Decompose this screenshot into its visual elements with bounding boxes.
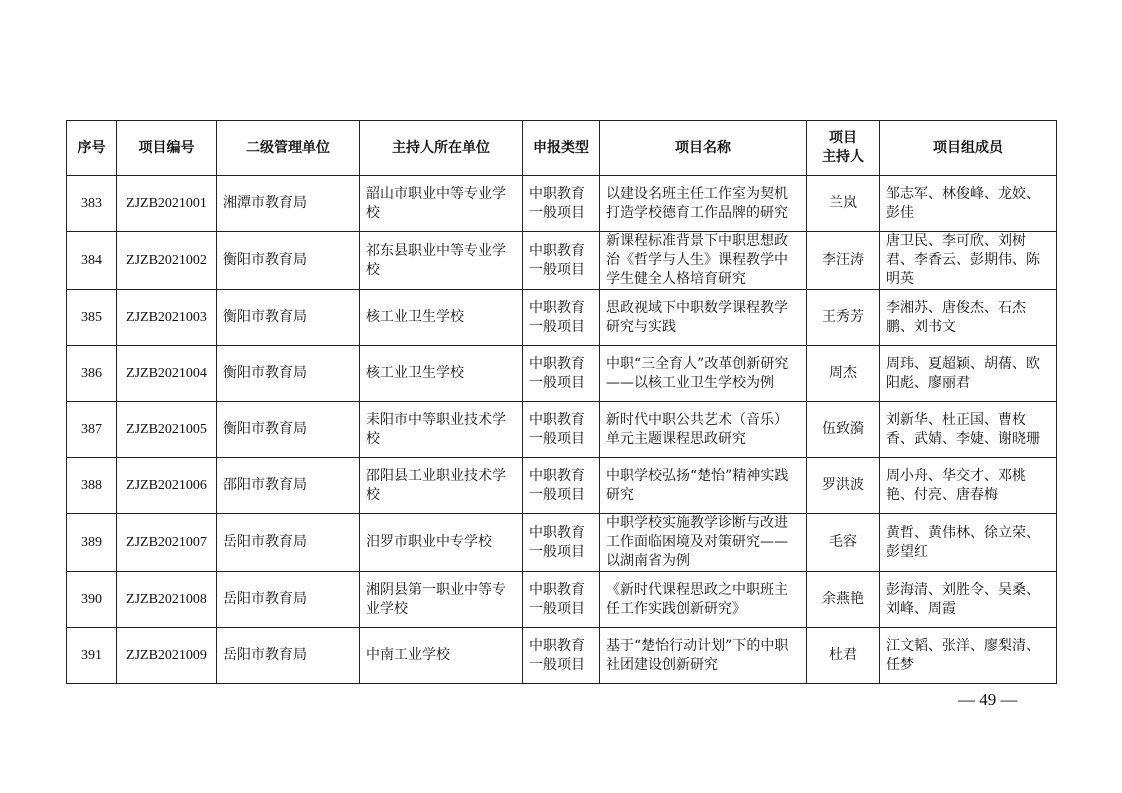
table-header-row	[67, 121, 1057, 176]
table-row	[67, 514, 1057, 572]
cell-application-type: 中职教育一般项目	[523, 232, 600, 290]
table-row	[67, 232, 1057, 290]
cell-host: 余燕艳	[807, 572, 880, 628]
cell-project-name: 中职“三全育人”改革创新研究——以核工业卫生学校为例	[600, 346, 807, 402]
cell-management-unit: 岳阳市教育局	[217, 514, 360, 572]
cell-project-name: 中职学校实施教学诊断与改进工作面临困境及对策研究——以湖南省为例	[600, 514, 807, 572]
cell-application-type: 中职教育一般项目	[523, 458, 600, 514]
cell-management-unit: 岳阳市教育局	[217, 572, 360, 628]
cell-index: 386	[67, 346, 117, 402]
cell-project-code: ZJZB2021005	[117, 402, 217, 458]
cell-index: 389	[67, 514, 117, 572]
cell-members: 李湘苏、唐俊杰、石杰鹏、刘书文	[880, 290, 1057, 346]
cell-project-code: ZJZB2021003	[117, 290, 217, 346]
table-row	[67, 176, 1057, 232]
cell-management-unit: 衡阳市教育局	[217, 290, 360, 346]
cell-project-code: ZJZB2021002	[117, 232, 217, 290]
cell-project-code: ZJZB2021004	[117, 346, 217, 402]
page-number: — 49 —	[958, 690, 1018, 709]
cell-host: 兰岚	[807, 176, 880, 232]
header-host-unit: 主持人所在单位	[360, 121, 523, 176]
cell-management-unit: 湘潭市教育局	[217, 176, 360, 232]
cell-application-type: 中职教育一般项目	[523, 346, 600, 402]
cell-project-name: 中职学校弘扬“楚怡”精神实践研究	[600, 458, 807, 514]
cell-host: 罗洪波	[807, 458, 880, 514]
cell-index: 391	[67, 628, 117, 684]
cell-project-code: ZJZB2021001	[117, 176, 217, 232]
cell-project-code: ZJZB2021008	[117, 572, 217, 628]
cell-project-name: 新时代中职公共艺术（音乐）单元主题课程思政研究	[600, 402, 807, 458]
cell-members: 黄哲、黄伟林、徐立荣、彭望红	[880, 514, 1057, 572]
header-members: 项目组成员	[880, 121, 1057, 176]
cell-management-unit: 岳阳市教育局	[217, 628, 360, 684]
header-project-code: 项目编号	[117, 121, 217, 176]
cell-application-type: 中职教育一般项目	[523, 176, 600, 232]
header-host: 项目 主持人	[807, 121, 880, 176]
cell-project-name: 基于“楚怡行动计划”下的中职社团建设创新研究	[600, 628, 807, 684]
cell-host-unit: 中南工业学校	[360, 628, 523, 684]
cell-members: 邹志军、林俊峰、龙姣、彭佳	[880, 176, 1057, 232]
cell-project-code: ZJZB2021006	[117, 458, 217, 514]
cell-application-type: 中职教育一般项目	[523, 572, 600, 628]
cell-management-unit: 衡阳市教育局	[217, 232, 360, 290]
table-row	[67, 572, 1057, 628]
cell-project-code: ZJZB2021007	[117, 514, 217, 572]
cell-project-code: ZJZB2021009	[117, 628, 217, 684]
header-project-name: 项目名称	[600, 121, 807, 176]
table-row	[67, 290, 1057, 346]
cell-index: 385	[67, 290, 117, 346]
cell-index: 387	[67, 402, 117, 458]
cell-members: 周小舟、华交才、邓桃艳、付亮、唐春梅	[880, 458, 1057, 514]
cell-host: 李汪涛	[807, 232, 880, 290]
cell-project-name: 思政视域下中职数学课程教学研究与实践	[600, 290, 807, 346]
cell-host: 周杰	[807, 346, 880, 402]
cell-index: 388	[67, 458, 117, 514]
cell-application-type: 中职教育一般项目	[523, 402, 600, 458]
table-row	[67, 458, 1057, 514]
cell-members: 彭海清、刘胜令、吴桑、刘峰、周霞	[880, 572, 1057, 628]
cell-management-unit: 衡阳市教育局	[217, 402, 360, 458]
cell-management-unit: 衡阳市教育局	[217, 346, 360, 402]
table-row	[67, 346, 1057, 402]
cell-host: 毛容	[807, 514, 880, 572]
cell-host-unit: 祁东县职业中等专业学校	[360, 232, 523, 290]
cell-host-unit: 湘阴县第一职业中等专业学校	[360, 572, 523, 628]
cell-project-name: 以建设名班主任工作室为契机打造学校德育工作品牌的研究	[600, 176, 807, 232]
cell-host-unit: 核工业卫生学校	[360, 346, 523, 402]
table-row	[67, 402, 1057, 458]
cell-host-unit: 核工业卫生学校	[360, 290, 523, 346]
cell-members: 唐卫民、李可欣、刘树君、李香云、彭期伟、陈明英	[880, 232, 1057, 290]
cell-host-unit: 邵阳县工业职业技术学校	[360, 458, 523, 514]
cell-management-unit: 邵阳市教育局	[217, 458, 360, 514]
cell-index: 384	[67, 232, 117, 290]
table-row	[67, 628, 1057, 684]
cell-host: 杜君	[807, 628, 880, 684]
header-index: 序号	[67, 121, 117, 176]
cell-host-unit: 汨罗市职业中专学校	[360, 514, 523, 572]
header-management-unit: 二级管理单位	[217, 121, 360, 176]
cell-application-type: 中职教育一般项目	[523, 290, 600, 346]
cell-index: 390	[67, 572, 117, 628]
cell-members: 刘新华、杜正国、曹枚香、武婧、李婕、谢晓珊	[880, 402, 1057, 458]
project-table	[66, 120, 1057, 684]
cell-application-type: 中职教育一般项目	[523, 628, 600, 684]
cell-members: 江文韬、张洋、廖梨清、任梦	[880, 628, 1057, 684]
cell-host: 伍致漪	[807, 402, 880, 458]
cell-host-unit: 韶山市职业中等专业学校	[360, 176, 523, 232]
cell-host-unit: 耒阳市中等职业技术学校	[360, 402, 523, 458]
header-application-type: 申报类型	[523, 121, 600, 176]
cell-index: 383	[67, 176, 117, 232]
cell-project-name: 新课程标准背景下中职思想政治《哲学与人生》课程教学中学生健全人格培育研究	[600, 232, 807, 290]
cell-host: 王秀芳	[807, 290, 880, 346]
cell-application-type: 中职教育一般项目	[523, 514, 600, 572]
cell-members: 周玮、夏超颖、胡蒨、欧阳彪、廖丽君	[880, 346, 1057, 402]
cell-project-name: 《新时代课程思政之中职班主任工作实践创新研究》	[600, 572, 807, 628]
